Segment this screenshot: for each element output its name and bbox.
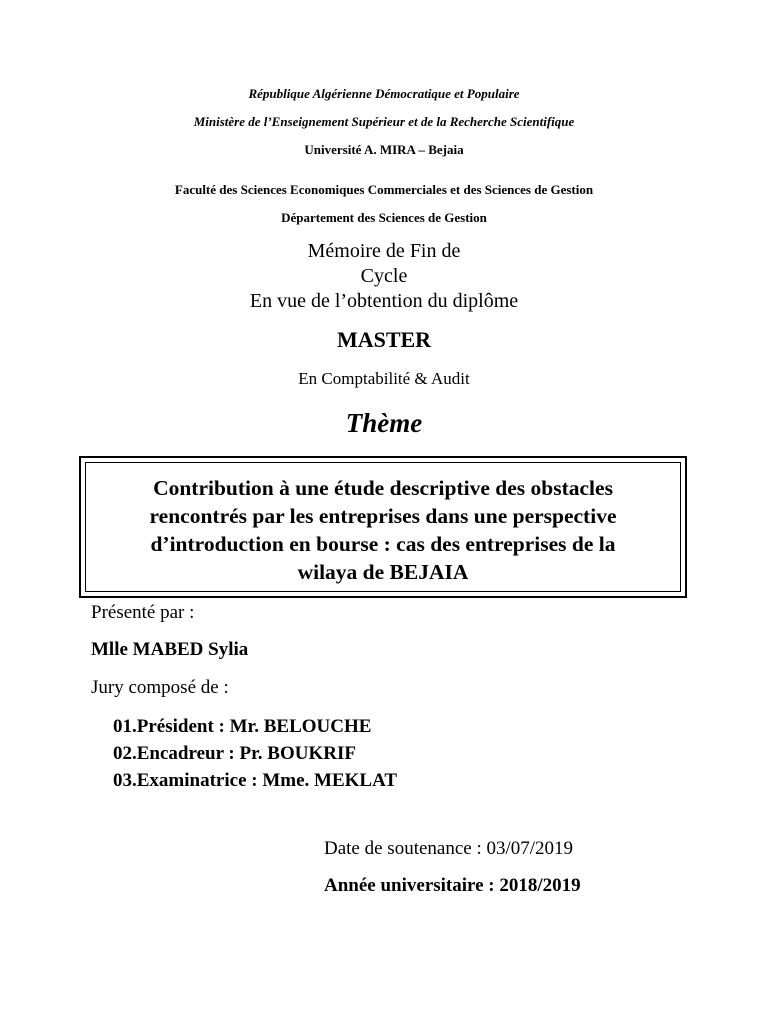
thesis-title-line: Contribution à une étude descriptive des obstacles	[153, 476, 613, 500]
memoire-line-3: En vue de l’obtention du diplôme	[249, 290, 519, 312]
academic-year: Année universitaire : 2018/2019	[324, 875, 581, 896]
thesis-title-line: rencontrés par les entreprises dans une perspective	[149, 504, 617, 528]
thesis-title-line: wilaya de BEJAIA	[297, 560, 469, 584]
theme-label: Thème	[345, 408, 423, 438]
presented-by-label: Présenté par :	[91, 602, 195, 623]
faculty-heading: Faculté des Sciences Economiques Commerciales et des Sciences de Gestion	[174, 182, 594, 197]
jury-member: 03.Examinatrice : Mme. MEKLAT	[113, 770, 398, 791]
defense-date: Date de soutenance : 03/07/2019	[324, 838, 574, 859]
jury-list	[113, 713, 397, 794]
memoire-line-2: Cycle	[360, 265, 408, 287]
memoire-line-1: Mémoire de Fin de	[307, 240, 461, 262]
republic-heading: République Algérienne Démocratique et Populaire	[248, 86, 520, 101]
university-heading: Université A. MIRA – Bejaia	[304, 142, 464, 157]
author-name: Mlle MABED Sylia	[91, 639, 249, 660]
title-frame	[79, 456, 687, 598]
thesis-title-line: d’introduction en bourse : cas des entreprises de la	[150, 532, 616, 556]
jury-member: 01.Président : Mr. BELOUCHE	[113, 716, 372, 737]
department-heading: Département des Sciences de Gestion	[281, 210, 487, 225]
ministry-heading: Ministère de l’Enseignement Supérieur et de la Recherche Scientifique	[193, 114, 575, 129]
specialty-text: En Comptabilité & Audit	[298, 369, 470, 388]
degree-title: MASTER	[336, 327, 432, 352]
thesis-title	[81, 474, 685, 586]
jury-label: Jury composé de :	[91, 677, 229, 698]
jury-member: 02.Encadreur : Pr. BOUKRIF	[113, 743, 356, 764]
